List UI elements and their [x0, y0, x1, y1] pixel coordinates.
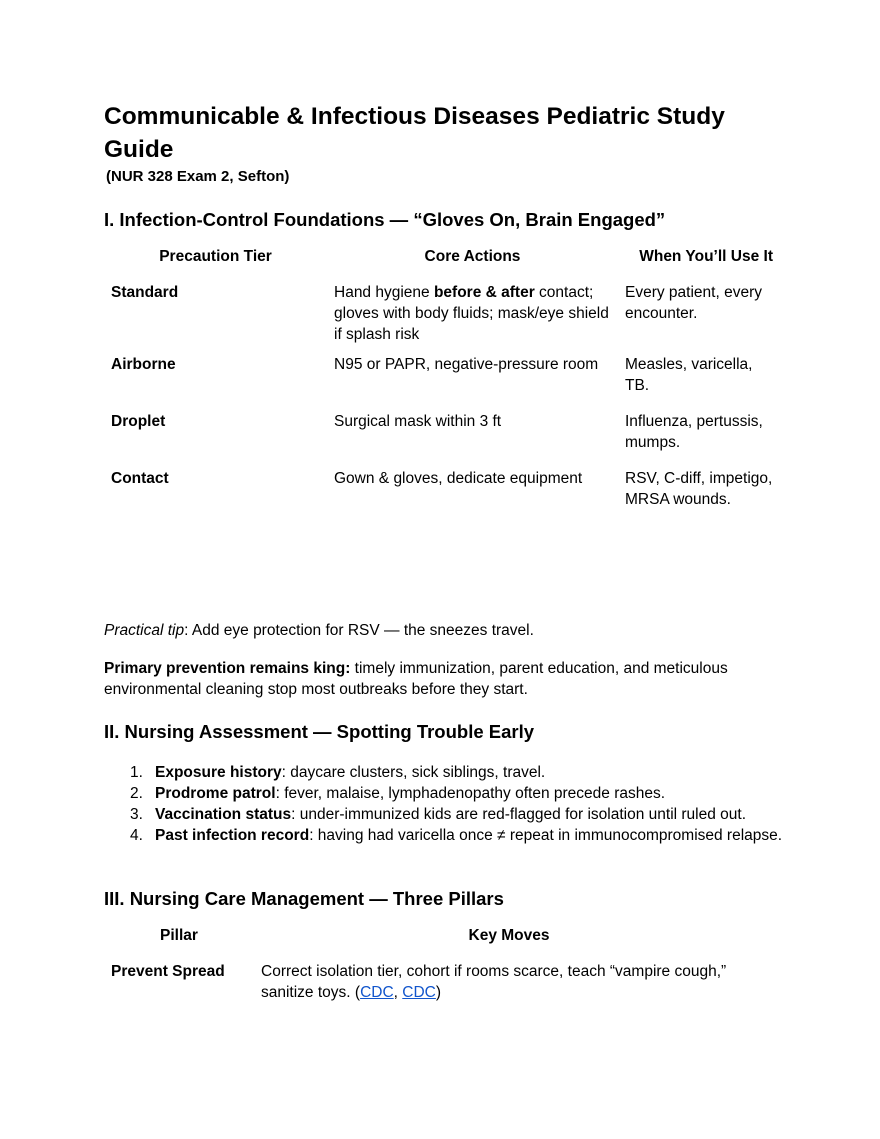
primary-prevention: Primary prevention remains king: timely immunization, parent education, and meticulous environmental cleaning stop most outbreaks before they start. [104, 660, 728, 698]
table-row [104, 411, 773, 468]
column-header: When You’ll Use It [639, 248, 773, 265]
use-cell: RSV, C-diff, impetigo, MRSA wounds. [625, 470, 773, 508]
section-3-heading: III. Nursing Care Management — Three Pillars [104, 888, 504, 909]
actions-cell: N95 or PAPR, negative-pressure room [334, 356, 599, 373]
tier-cell: Airborne [111, 356, 176, 373]
table-row [104, 947, 764, 1003]
pillar-cell: Prevent Spread [111, 963, 225, 980]
page-title: Communicable & Infectious Diseases Pediatric Study Guide [104, 103, 725, 163]
column-header: Key Moves [468, 927, 550, 944]
table-row [104, 468, 773, 510]
cdc-link[interactable]: CDC [402, 984, 436, 1001]
table-row [104, 354, 773, 411]
section-1-heading: I. Infection-Control Foundations — “Gloves On, Brain Engaged” [104, 209, 666, 230]
table-header-row [104, 925, 764, 947]
cdc-link[interactable]: CDC [360, 984, 394, 1001]
tier-cell: Droplet [111, 413, 166, 430]
table-header-row [104, 246, 773, 268]
column-header: Core Actions [424, 248, 521, 265]
list-item: 3. Vaccination status: under-immunized kids are red-flagged for isolation until ruled out. [130, 806, 747, 823]
practical-tip: Practical tip: Add eye protection for RSV — the sneezes travel. [104, 622, 534, 639]
actions-cell: Hand hygiene before & after contact; gloves with body fluids; mask/eye shield if splash risk [334, 284, 609, 343]
table-row [104, 268, 773, 354]
tier-cell: Contact [111, 470, 169, 487]
list-item: 1. Exposure history: daycare clusters, sick siblings, travel. [130, 764, 546, 781]
assessment-list [104, 762, 784, 846]
page-subtitle: (NUR 328 Exam 2, Sefton) [106, 168, 290, 185]
column-header: Pillar [160, 927, 198, 944]
use-cell: Measles, varicella, TB. [625, 356, 753, 394]
use-cell: Every patient, every encounter. [625, 284, 762, 322]
section-2-heading: II. Nursing Assessment — Spotting Trouble Early [104, 721, 535, 742]
tier-cell: Standard [111, 284, 179, 301]
actions-cell: Gown & gloves, dedicate equipment [334, 470, 583, 487]
list-item: 2. Prodrome patrol: fever, malaise, lymphadenopathy often precede rashes. [130, 785, 666, 802]
use-cell: Influenza, pertussis, mumps. [625, 413, 763, 451]
list-item: 4. Past infection record: having had varicella once ≠ repeat in immunocompromised relapse. [130, 827, 783, 844]
care-pillars-table [104, 925, 764, 1003]
column-header: Precaution Tier [159, 248, 272, 265]
actions-cell: Surgical mask within 3 ft [334, 413, 502, 430]
moves-cell: Correct isolation tier, cohort if rooms scarce, teach “vampire cough,” sanitize toys. (CDC, CDC) [261, 963, 727, 1001]
precaution-table [104, 246, 773, 510]
